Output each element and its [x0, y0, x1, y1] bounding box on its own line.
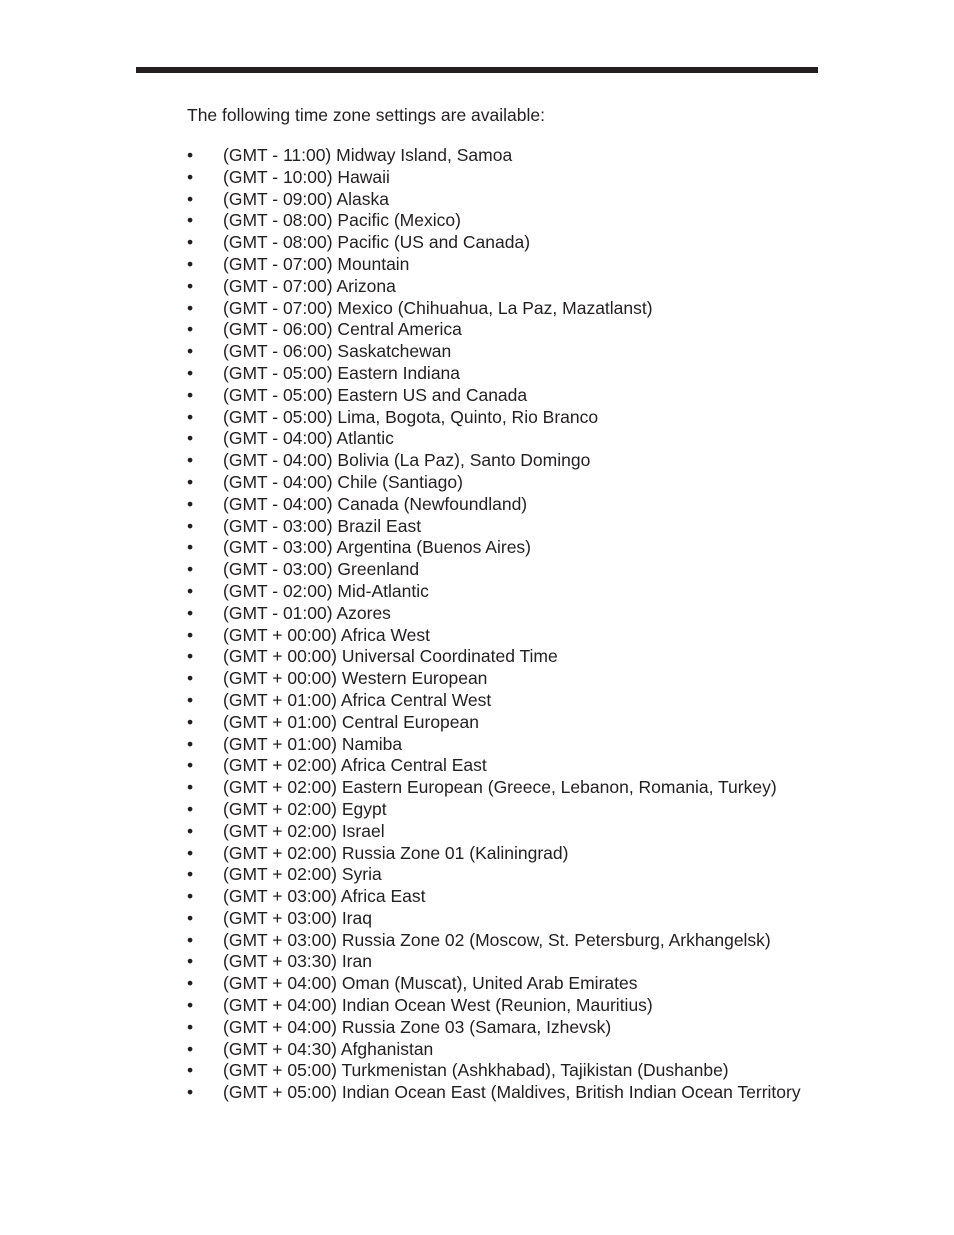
time-zone-item	[187, 232, 827, 254]
time-zone-item	[187, 516, 827, 538]
time-zone-item	[187, 189, 827, 211]
time-zone-label: (GMT + 02:00) Syria	[223, 864, 382, 885]
bullet-icon: •	[187, 232, 194, 253]
time-zone-item	[187, 472, 827, 494]
bullet-icon: •	[187, 559, 194, 580]
bullet-icon: •	[187, 907, 194, 928]
time-zone-item	[187, 799, 827, 821]
time-zone-item	[187, 755, 827, 777]
time-zone-label: (GMT - 10:00) Hawaii	[223, 166, 390, 187]
time-zone-item	[187, 646, 827, 668]
time-zone-label: (GMT + 05:00) Turkmenistan (Ashkhabad), Tajikistan (Dushanbe)	[223, 1060, 729, 1081]
time-zone-item	[187, 385, 827, 407]
time-zone-label: (GMT + 01:00) Central European	[223, 711, 479, 732]
time-zone-item	[187, 145, 827, 167]
time-zone-item	[187, 428, 827, 450]
time-zone-item	[187, 559, 827, 581]
time-zone-item	[187, 537, 827, 559]
bullet-icon: •	[187, 798, 194, 819]
time-zone-label: (GMT + 05:00) Indian Ocean East (Maldives, British Indian Ocean Territory	[223, 1082, 801, 1103]
bullet-icon: •	[187, 493, 194, 514]
bullet-icon: •	[187, 842, 194, 863]
time-zone-item	[187, 668, 827, 690]
time-zone-label: (GMT + 02:00) Eastern European (Greece, Lebanon, Romania, Turkey)	[223, 777, 777, 798]
time-zone-item	[187, 777, 827, 799]
time-zone-label: (GMT + 03:00) Africa East	[223, 886, 426, 907]
time-zone-item	[187, 995, 827, 1017]
bullet-icon: •	[187, 253, 194, 274]
time-zone-item	[187, 450, 827, 472]
bullet-icon: •	[187, 1060, 194, 1081]
time-zone-item	[187, 843, 827, 865]
time-zone-item	[187, 254, 827, 276]
time-zone-list	[187, 145, 827, 1104]
bullet-icon: •	[187, 1016, 194, 1037]
time-zone-item	[187, 407, 827, 429]
bullet-icon: •	[187, 1038, 194, 1059]
time-zone-label: (GMT + 04:00) Oman (Muscat), United Arab Emirates	[223, 973, 638, 994]
time-zone-item	[187, 298, 827, 320]
bullet-icon: •	[187, 166, 194, 187]
bullet-icon: •	[187, 471, 194, 492]
time-zone-label: (GMT + 02:00) Africa Central East	[223, 755, 487, 776]
time-zone-label: (GMT - 04:00) Bolivia (La Paz), Santo Domingo	[223, 450, 591, 471]
time-zone-label: (GMT + 02:00) Russia Zone 01 (Kaliningrad)	[223, 842, 569, 863]
time-zone-item	[187, 625, 827, 647]
bullet-icon: •	[187, 450, 194, 471]
time-zone-item	[187, 1017, 827, 1039]
time-zone-item	[187, 167, 827, 189]
time-zone-item	[187, 908, 827, 930]
time-zone-label: (GMT - 05:00) Eastern US and Canada	[223, 384, 528, 405]
bullet-icon: •	[187, 145, 194, 165]
time-zone-label: (GMT + 04:00) Indian Ocean West (Reunion, Mauritius)	[223, 995, 653, 1016]
time-zone-label: (GMT - 03:00) Argentina (Buenos Aires)	[223, 537, 532, 558]
time-zone-label: (GMT - 07:00) Mountain	[223, 253, 410, 274]
time-zone-label: (GMT + 02:00) Egypt	[223, 798, 387, 819]
bullet-icon: •	[187, 711, 194, 732]
bullet-icon: •	[187, 929, 194, 950]
bullet-icon: •	[187, 689, 194, 710]
bullet-icon: •	[187, 406, 194, 427]
time-zone-label: (GMT - 06:00) Central America	[223, 319, 462, 340]
time-zone-item	[187, 951, 827, 973]
bullet-icon: •	[187, 384, 194, 405]
bullet-icon: •	[187, 951, 194, 972]
time-zone-label: (GMT + 00:00) Western European	[223, 668, 488, 689]
time-zone-item	[187, 319, 827, 341]
bullet-icon: •	[187, 362, 194, 383]
bullet-icon: •	[187, 624, 194, 645]
time-zone-label: (GMT - 02:00) Mid-Atlantic	[223, 580, 429, 601]
bullet-icon: •	[187, 297, 194, 318]
bullet-icon: •	[187, 210, 194, 231]
bullet-icon: •	[187, 777, 194, 798]
time-zone-label: (GMT - 05:00) Lima, Bogota, Quinto, Rio Branco	[223, 406, 599, 427]
time-zone-item	[187, 821, 827, 843]
bullet-icon: •	[187, 995, 194, 1016]
time-zone-item	[187, 210, 827, 232]
time-zone-label: (GMT + 03:00) Russia Zone 02 (Moscow, St. Petersburg, Arkhangelsk)	[223, 929, 771, 950]
time-zone-item	[187, 276, 827, 298]
time-zone-item	[187, 886, 827, 908]
time-zone-label: (GMT - 05:00) Eastern Indiana	[223, 362, 461, 383]
time-zone-label: (GMT - 04:00) Atlantic	[223, 428, 394, 449]
bullet-icon: •	[187, 646, 194, 667]
time-zone-item	[187, 581, 827, 603]
time-zone-label: (GMT + 00:00) Universal Coordinated Time	[223, 646, 558, 667]
time-zone-item	[187, 1082, 827, 1104]
time-zone-label: (GMT + 01:00) Namiba	[223, 733, 403, 754]
time-zone-item	[187, 712, 827, 734]
bullet-icon: •	[187, 668, 194, 689]
bullet-icon: •	[187, 864, 194, 885]
time-zone-item	[187, 734, 827, 756]
bullet-icon: •	[187, 580, 194, 601]
bullet-icon: •	[187, 755, 194, 776]
time-zone-item	[187, 341, 827, 363]
time-zone-item	[187, 864, 827, 886]
bullet-icon: •	[187, 275, 194, 296]
time-zone-label: (GMT - 01:00) Azores	[223, 602, 391, 623]
time-zone-label: (GMT - 08:00) Pacific (US and Canada)	[223, 232, 531, 253]
time-zone-label: (GMT - 07:00) Arizona	[223, 275, 396, 296]
time-zone-label: (GMT + 04:00) Russia Zone 03 (Samara, Izhevsk)	[223, 1016, 612, 1037]
time-zone-label: (GMT - 04:00) Canada (Newfoundland)	[223, 493, 528, 514]
time-zone-label: (GMT + 02:00) Israel	[223, 820, 385, 841]
time-zone-label: (GMT - 03:00) Greenland	[223, 559, 420, 580]
bullet-icon: •	[187, 515, 194, 536]
bullet-icon: •	[187, 886, 194, 907]
bullet-icon: •	[187, 537, 194, 558]
bullet-icon: •	[187, 973, 194, 994]
intro-text: The following time zone settings are available:	[187, 105, 545, 125]
time-zone-item	[187, 603, 827, 625]
time-zone-label: (GMT - 04:00) Chile (Santiago)	[223, 471, 463, 492]
bullet-icon: •	[187, 341, 194, 362]
time-zone-label: (GMT + 03:30) Iran	[223, 951, 372, 972]
time-zone-label: (GMT - 11:00) Midway Island, Samoa	[223, 145, 513, 165]
header-rule	[136, 67, 818, 73]
time-zone-label: (GMT + 04:30) Afghanistan	[223, 1038, 434, 1059]
time-zone-item	[187, 973, 827, 995]
time-zone-item	[187, 1060, 827, 1082]
time-zone-label: (GMT - 09:00) Alaska	[223, 188, 389, 209]
time-zone-label: (GMT - 07:00) Mexico (Chihuahua, La Paz, Mazatlanst)	[223, 297, 653, 318]
time-zone-item	[187, 363, 827, 385]
time-zone-label: (GMT - 08:00) Pacific (Mexico)	[223, 210, 461, 231]
time-zone-item	[187, 930, 827, 952]
bullet-icon: •	[187, 733, 194, 754]
time-zone-label: (GMT + 01:00) Africa Central West	[223, 689, 492, 710]
time-zone-label: (GMT + 03:00) Iraq	[223, 907, 372, 928]
time-zone-item	[187, 690, 827, 712]
time-zone-item	[187, 1039, 827, 1061]
time-zone-item	[187, 494, 827, 516]
time-zone-label: (GMT - 06:00) Saskatchewan	[223, 341, 452, 362]
time-zone-label: (GMT + 00:00) Africa West	[223, 624, 430, 645]
bullet-icon: •	[187, 602, 194, 623]
time-zone-label: (GMT - 03:00) Brazil East	[223, 515, 422, 536]
bullet-icon: •	[187, 428, 194, 449]
bullet-icon: •	[187, 1082, 194, 1103]
bullet-icon: •	[187, 319, 194, 340]
bullet-icon: •	[187, 188, 194, 209]
bullet-icon: •	[187, 820, 194, 841]
